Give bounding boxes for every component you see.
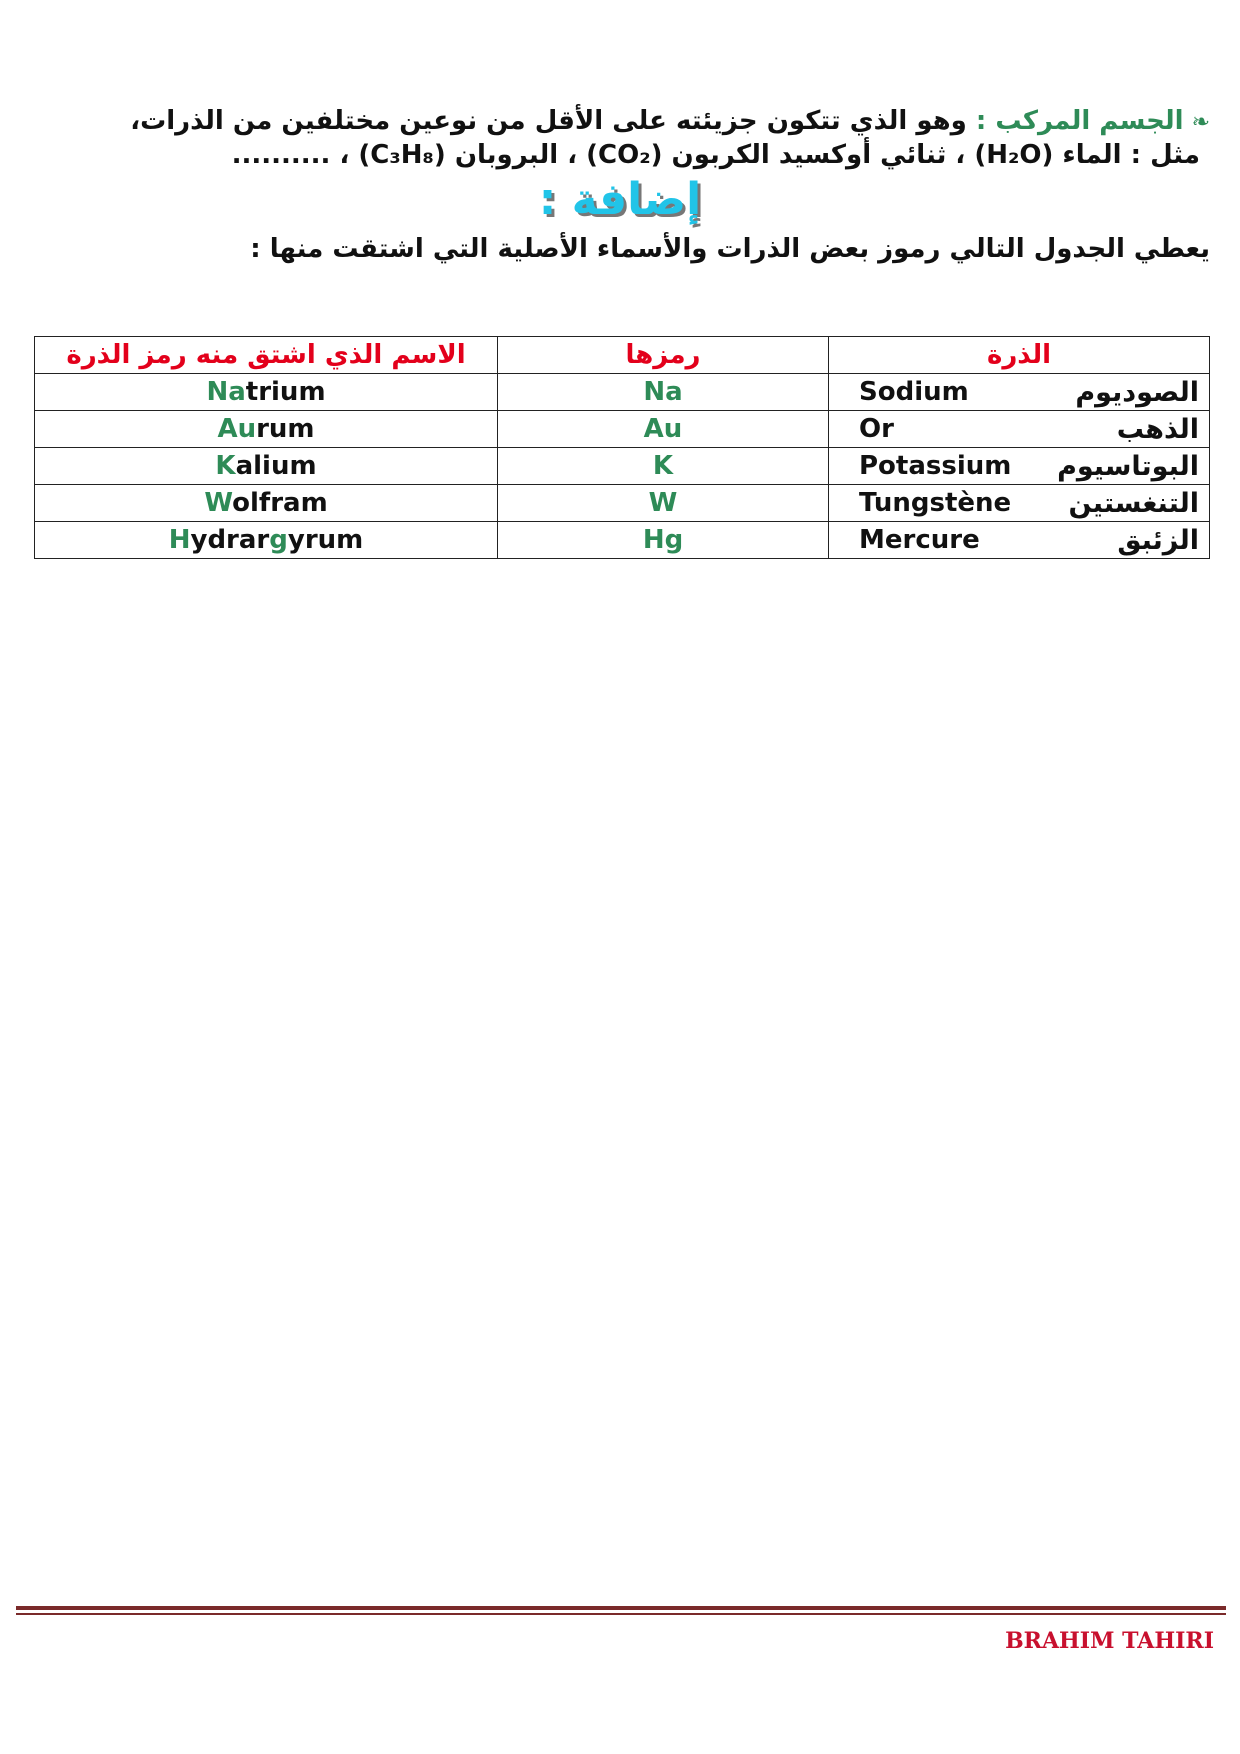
atom-name-arabic: الصوديوم	[1075, 376, 1199, 408]
origin-rest: ydrar	[190, 525, 270, 555]
origin-highlight: Na	[206, 377, 246, 407]
header-origin: الاسم الذي اشتق منه رمز الذرة	[35, 337, 498, 374]
atom-cell	[829, 448, 1210, 485]
table-row	[35, 485, 1210, 522]
origin-highlight: Au	[217, 414, 257, 444]
atom-cell	[829, 411, 1210, 448]
origin-rest: trium	[245, 377, 326, 407]
addition-heading: إضافة :	[538, 174, 702, 225]
origin-cell	[35, 374, 498, 411]
atom-name-french: Potassium	[859, 451, 1012, 481]
origin-highlight: H	[168, 525, 191, 555]
footer-divider	[16, 1606, 1226, 1615]
table-row	[35, 374, 1210, 411]
table-intro: يعطي الجدول التالي رموز بعض الذرات والأسماء الأصلية التي اشتقت منها :	[250, 234, 1210, 264]
origin-highlight: g	[269, 525, 288, 555]
table-header-row	[35, 337, 1210, 374]
symbol-cell: W	[498, 485, 829, 522]
atom-name-arabic: الزئبق	[1117, 524, 1199, 556]
atom-cell	[829, 485, 1210, 522]
header-symbol: رمزها	[498, 337, 829, 374]
compound-definition	[50, 104, 1210, 140]
ornament-leaf-icon: ❧	[1191, 110, 1210, 135]
origin-cell	[35, 448, 498, 485]
symbol-cell: K	[498, 448, 829, 485]
origin-highlight: K	[215, 451, 236, 481]
table-row	[35, 411, 1210, 448]
compound-definition-text: وهو الذي تتكون جزيئته على الأقل من نوعين مختلفين من الذرات،	[130, 106, 967, 136]
origin-rest: yrum	[287, 525, 364, 555]
atom-symbols-table	[34, 336, 1210, 559]
atom-name-french: Sodium	[859, 377, 969, 407]
table-row	[35, 522, 1210, 559]
footer-author: BRAHIM TAHIRI	[1005, 1628, 1214, 1654]
origin-rest: rum	[256, 414, 315, 444]
compound-term: الجسم المركب :	[975, 106, 1184, 136]
table-row	[35, 448, 1210, 485]
origin-cell	[35, 485, 498, 522]
atom-cell	[829, 522, 1210, 559]
origin-rest: olfram	[232, 488, 328, 518]
origin-highlight: W	[204, 488, 233, 518]
symbol-cell: Au	[498, 411, 829, 448]
compound-examples: مثل : الماء (H₂O) ، ثنائي أوكسيد الكربون (CO₂) ، البروبان (C₃H₈) ، ..........	[231, 140, 1200, 170]
atom-cell	[829, 374, 1210, 411]
origin-cell	[35, 411, 498, 448]
symbol-cell: Na	[498, 374, 829, 411]
header-atom: الذرة	[829, 337, 1210, 374]
atom-name-french: Or	[859, 414, 894, 444]
atom-name-arabic: الذهب	[1116, 413, 1199, 445]
origin-rest: alium	[235, 451, 317, 481]
atom-name-french: Tungstène	[859, 488, 1012, 518]
atom-name-french: Mercure	[859, 525, 980, 555]
origin-cell	[35, 522, 498, 559]
atom-name-arabic: البوتاسيوم	[1057, 450, 1199, 482]
atom-name-arabic: التنغستين	[1068, 487, 1199, 519]
symbol-cell: Hg	[498, 522, 829, 559]
